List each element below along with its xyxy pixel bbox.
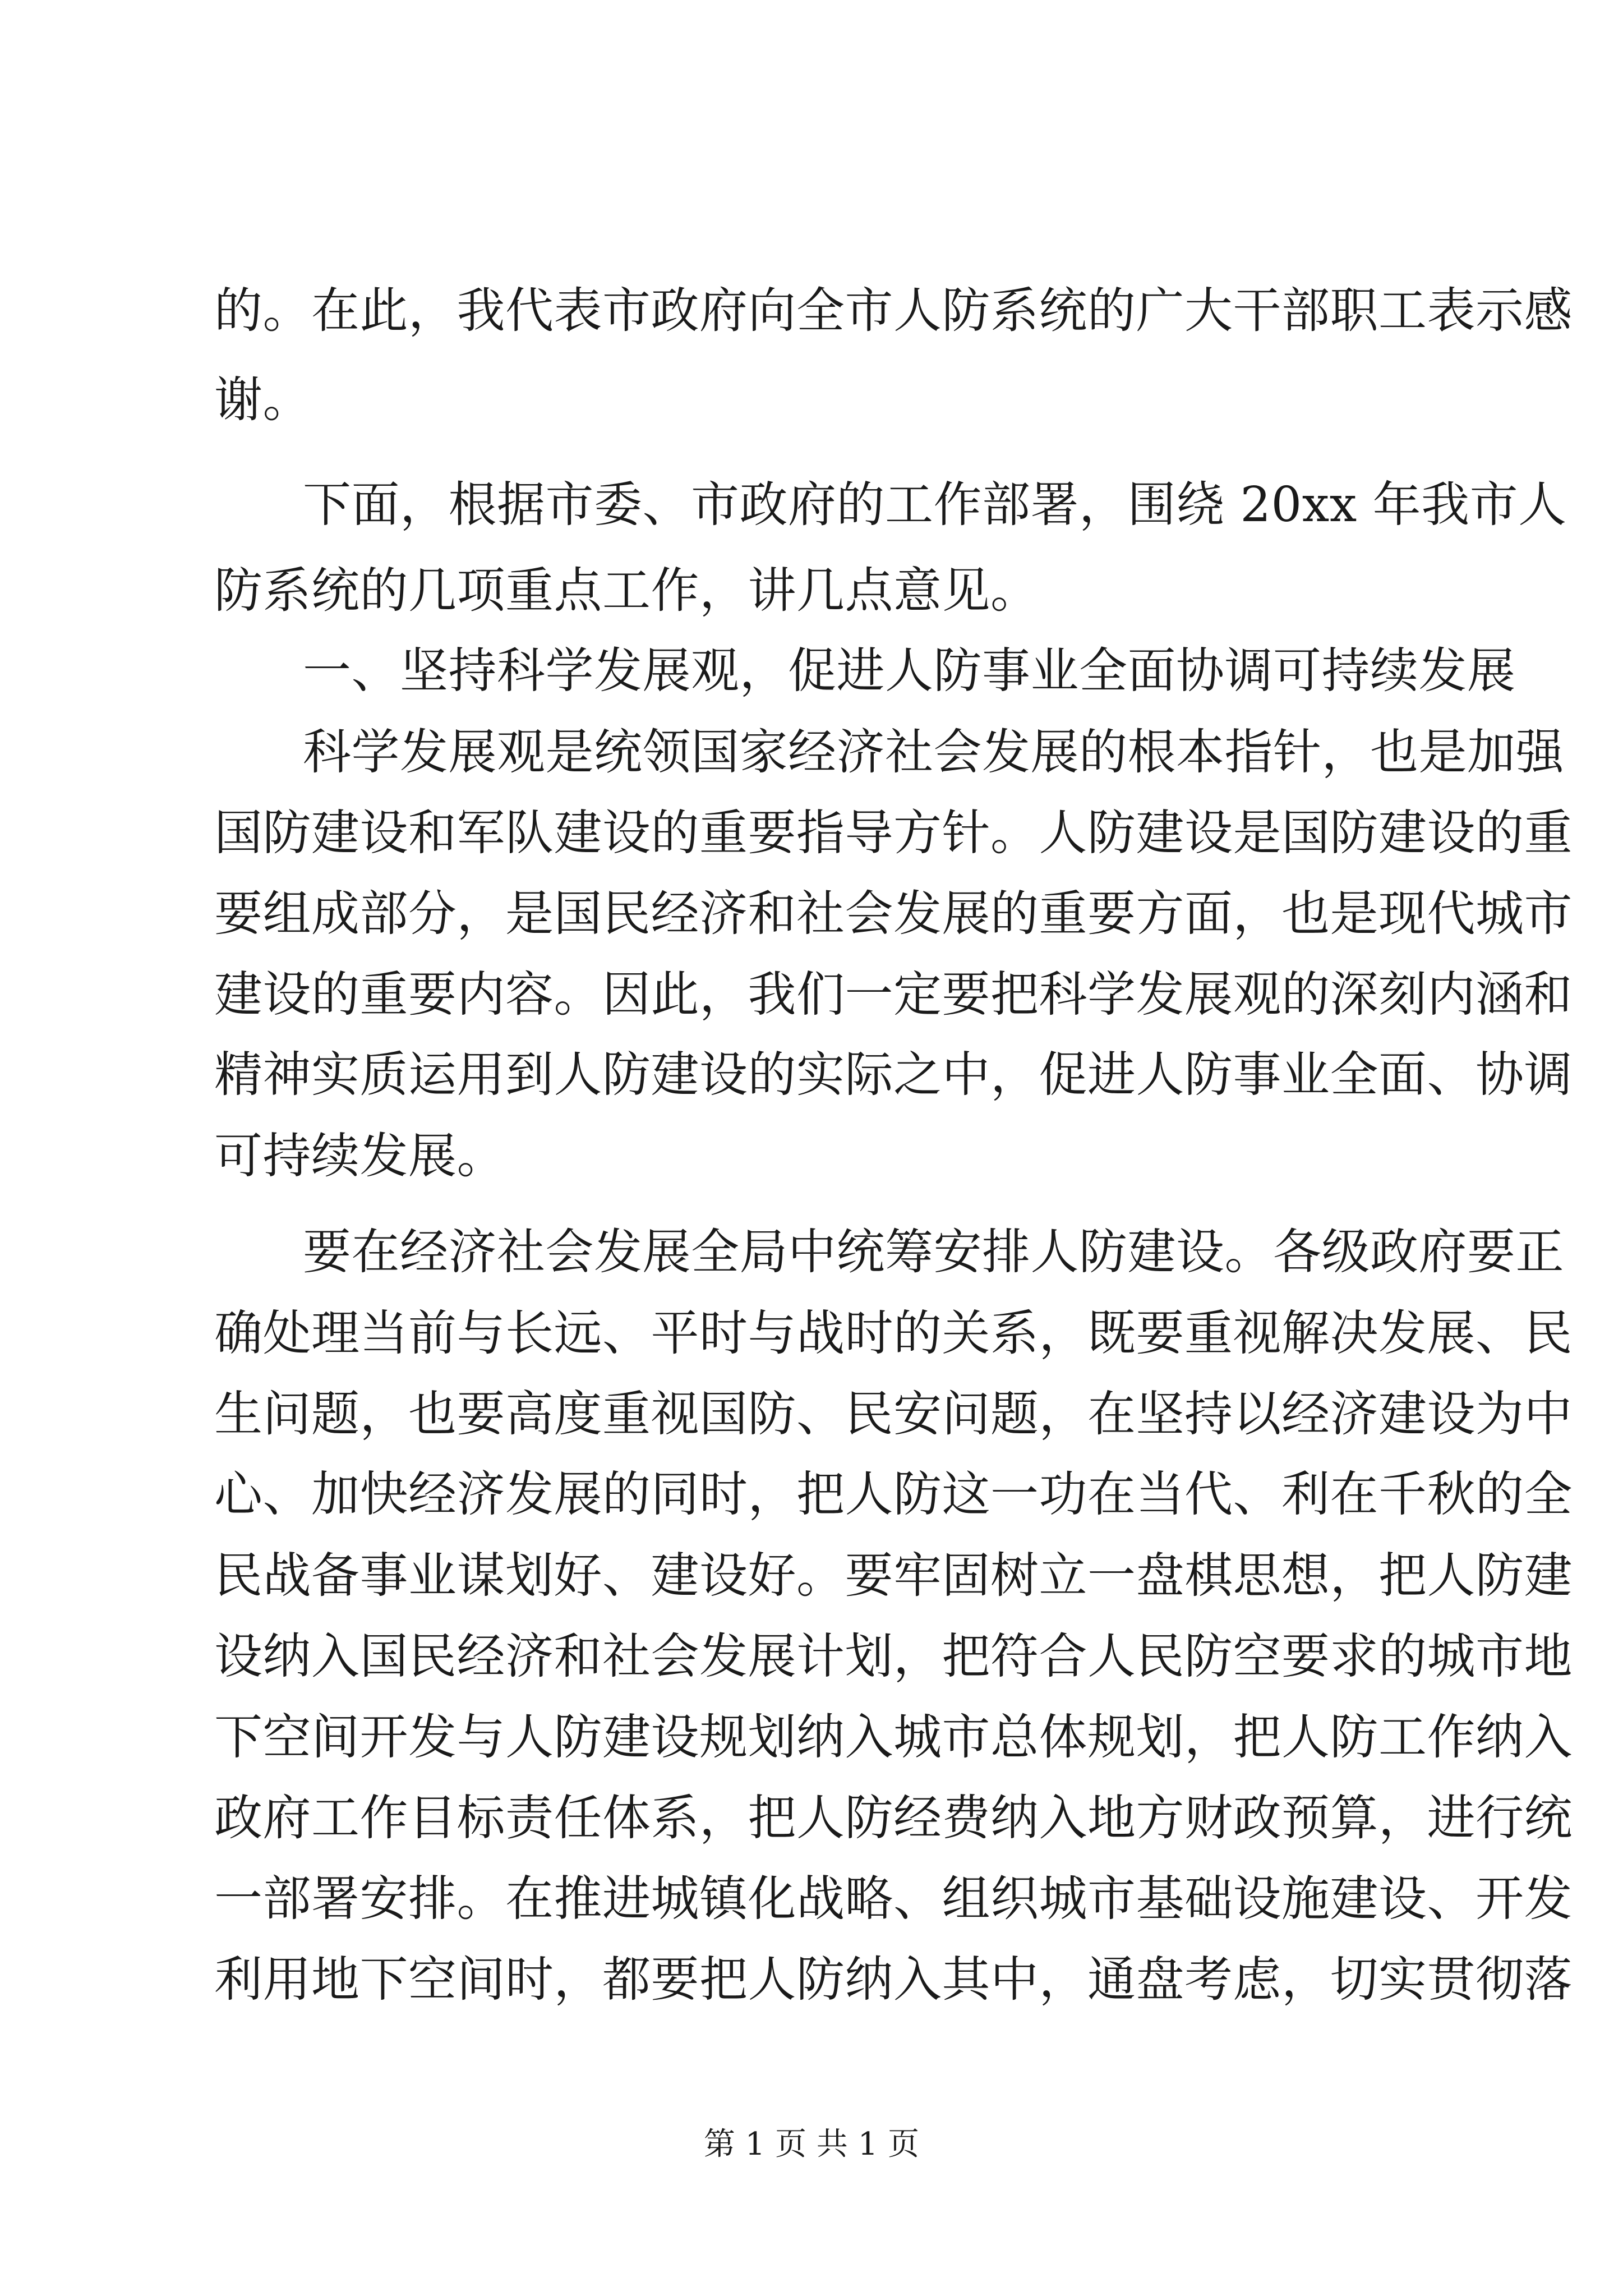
text-line: 要在经济社会发展全局中统筹安排人防建设。各级政府要正 [303,1224,1564,1280]
text-line: 要组成部分，是国民经济和社会发展的重要方面，也是现代城市 [214,886,1573,942]
text-line: 国防建设和军队建设的重要指导方针。人防建设是国防建设的重 [214,805,1573,861]
text-line: 心、加快经济发展的同时，把人防这一功在当代、利在千秋的全 [214,1466,1573,1522]
text-line: 确处理当前与长远、平时与战时的关系，既要重视解决发展、民 [214,1305,1573,1361]
text-line: 下空间开发与人防建设规划纳入城市总体规划，把人防工作纳入 [214,1709,1573,1765]
text-line: 精神实质运用到人防建设的实际之中，促进人防事业全面、协调 [214,1047,1573,1103]
text-line: 生问题，也要高度重视国防、民安问题，在坚持以经济建设为中 [214,1386,1573,1442]
text-line: 的。在此，我代表市政府向全市人防系统的广大干部职工表示感 [214,283,1573,339]
text-line: 可持续发展。 [214,1128,505,1184]
text-line: 科学发展观是统领国家经济社会发展的根本指针，也是加强 [303,724,1564,780]
text-line: 政府工作目标责任体系，把人防经费纳入地方财政预算，进行统 [214,1790,1573,1846]
section-heading: 一、坚持科学发展观，促进人防事业全面协调可持续发展 [303,643,1516,699]
text-line: 建设的重要内容。因此，我们一定要把科学发展观的深刻内涵和 [214,967,1573,1023]
page-number-footer: 第 1 页 共 1 页 [703,2126,920,2162]
text-line: 利用地下空间时，都要把人防纳入其中，通盘考虑，切实贯彻落 [214,1952,1573,2008]
text-line: 谢。 [214,372,311,428]
text-line: 防系统的几项重点工作，讲几点意见。 [214,563,1039,619]
text-line: 设纳入国民经济和社会发展计划，把符合人民防空要求的城市地 [214,1628,1573,1685]
text-line: 民战备事业谋划好、建设好。要牢固树立一盘棋思想，把人防建 [214,1548,1573,1604]
text-line: 一部署安排。在推进城镇化战略、组织城市基础设施建设、开发 [214,1871,1573,1927]
text-line: 下面，根据市委、市政府的工作部署，围绕 20xx 年我市人 [303,477,1567,533]
